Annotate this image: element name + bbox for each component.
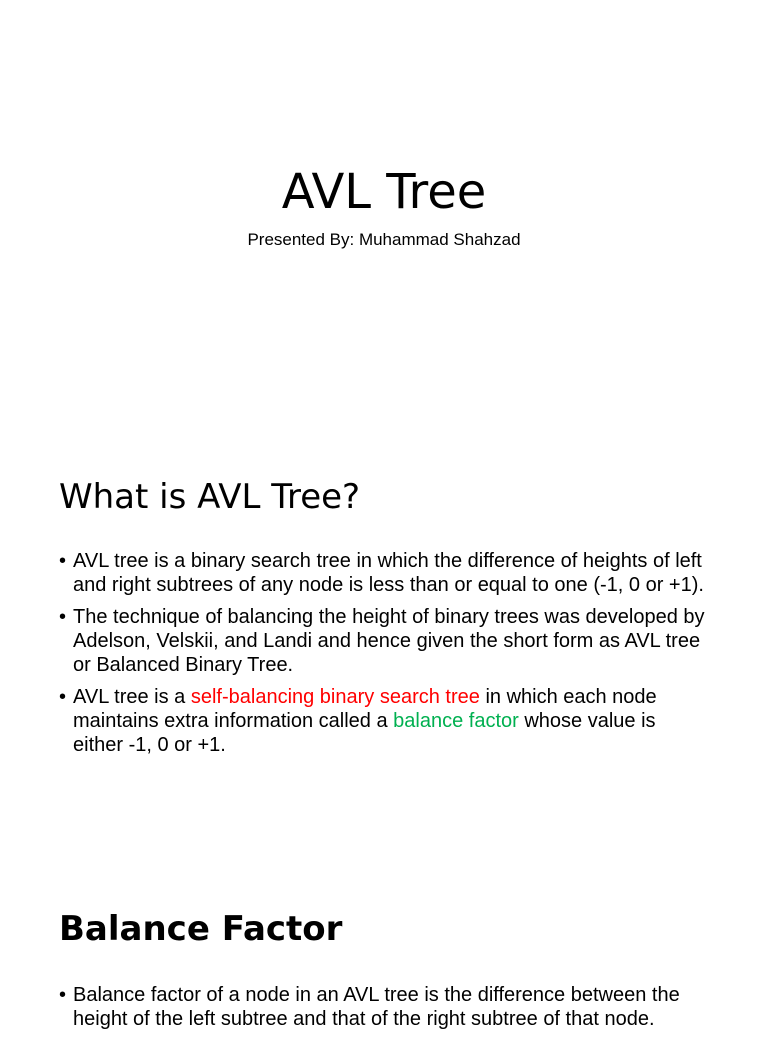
title-slide — [0, 0, 768, 432]
bullet-text: Balance factor of a node in an AVL tree is the difference between the height of the left subtree and that of the right subtree of that node. — [73, 984, 680, 1030]
bullet-item — [59, 685, 709, 757]
bullet-icon: • — [59, 984, 67, 1006]
bullet-item — [59, 549, 709, 597]
bullet-text-part: AVL tree is a — [73, 686, 191, 708]
bullet-text-part: whose value is either -1, 0 or +1. — [73, 710, 656, 756]
what-is-avl-slide — [0, 432, 768, 864]
slide-title: AVL Tree — [281, 164, 487, 220]
bullet-item — [59, 605, 709, 677]
bullet-list — [59, 983, 709, 1039]
slide-heading: Balance Factor — [59, 909, 343, 949]
highlight-green-text: balance factor — [393, 710, 519, 732]
slide-subtitle: Presented By: Muhammad Shahzad — [247, 230, 521, 249]
bullet-text: The technique of balancing the height of binary trees was developed by Adelson, Velskii, and Landi and hence given the short form as AVL tree or Balanced Binary Tree. — [73, 606, 705, 676]
balance-factor-slide — [0, 864, 768, 1030]
bullet-list — [59, 549, 709, 765]
bullet-icon: • — [59, 550, 67, 572]
slide-heading: What is AVL Tree? — [59, 477, 361, 517]
bullet-icon: • — [59, 686, 67, 708]
bullet-text-part: in which each node maintains extra information called a — [73, 686, 657, 732]
bullet-text: AVL tree is a binary search tree in which the difference of heights of left and right subtrees of any node is less than or equal to one (-1, 0 or +1). — [73, 550, 704, 596]
highlight-red-text: self-balancing binary search tree — [190, 686, 480, 708]
bullet-icon: • — [59, 606, 67, 628]
